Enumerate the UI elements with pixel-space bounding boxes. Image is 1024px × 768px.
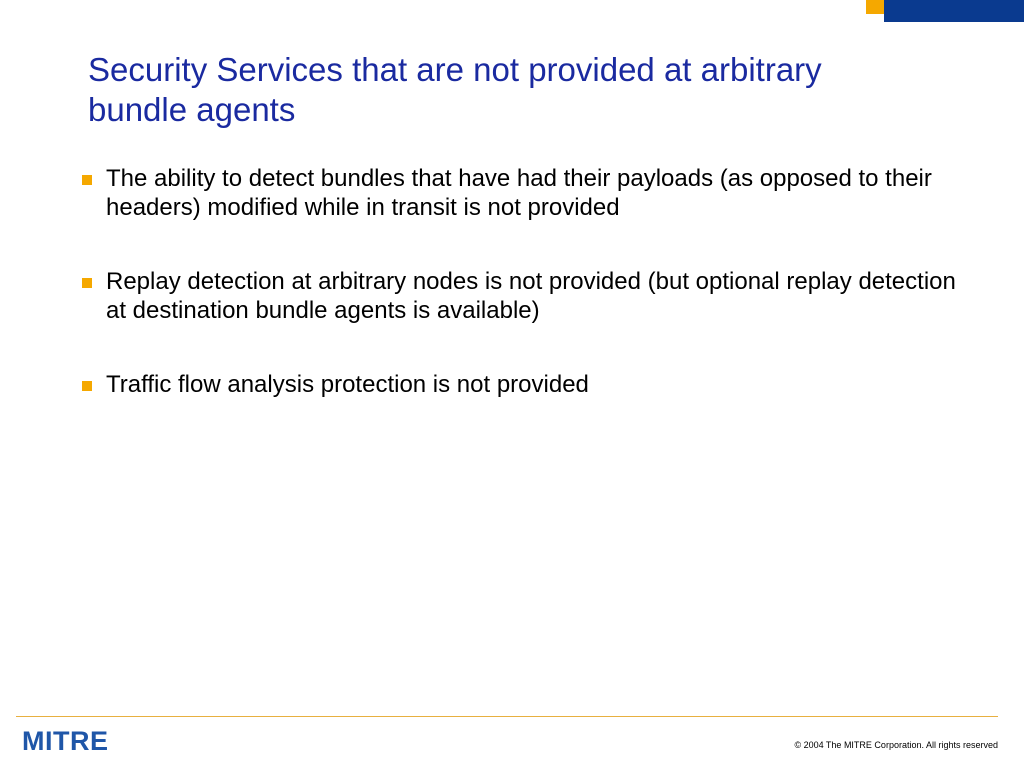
bullet-square-icon [82,175,92,185]
mitre-logo: MITRE [22,726,109,756]
bullet-item [80,267,960,325]
corner-header-bar [884,0,1024,22]
copyright-notice: © 2004 The MITRE Corporation. All rights reserved [794,740,998,750]
bullet-text: Replay detection at arbitrary nodes is not provided (but optional replay detection at destination bundle agents is available) [106,268,956,324]
bullet-square-icon [82,278,92,288]
bullet-item [80,164,960,222]
corner-accent-square [866,0,884,14]
slide-title: Security Services that are not provided at arbitrary bundle agents [88,51,822,128]
bullet-square-icon [82,381,92,391]
bullet-text: Traffic flow analysis protection is not provided [106,371,589,398]
footer-divider [16,716,998,717]
bullet-item [80,370,960,399]
bullet-text: The ability to detect bundles that have had their payloads (as opposed to their headers) modified while in transit is not provided [106,165,932,221]
bullet-list [80,164,960,444]
